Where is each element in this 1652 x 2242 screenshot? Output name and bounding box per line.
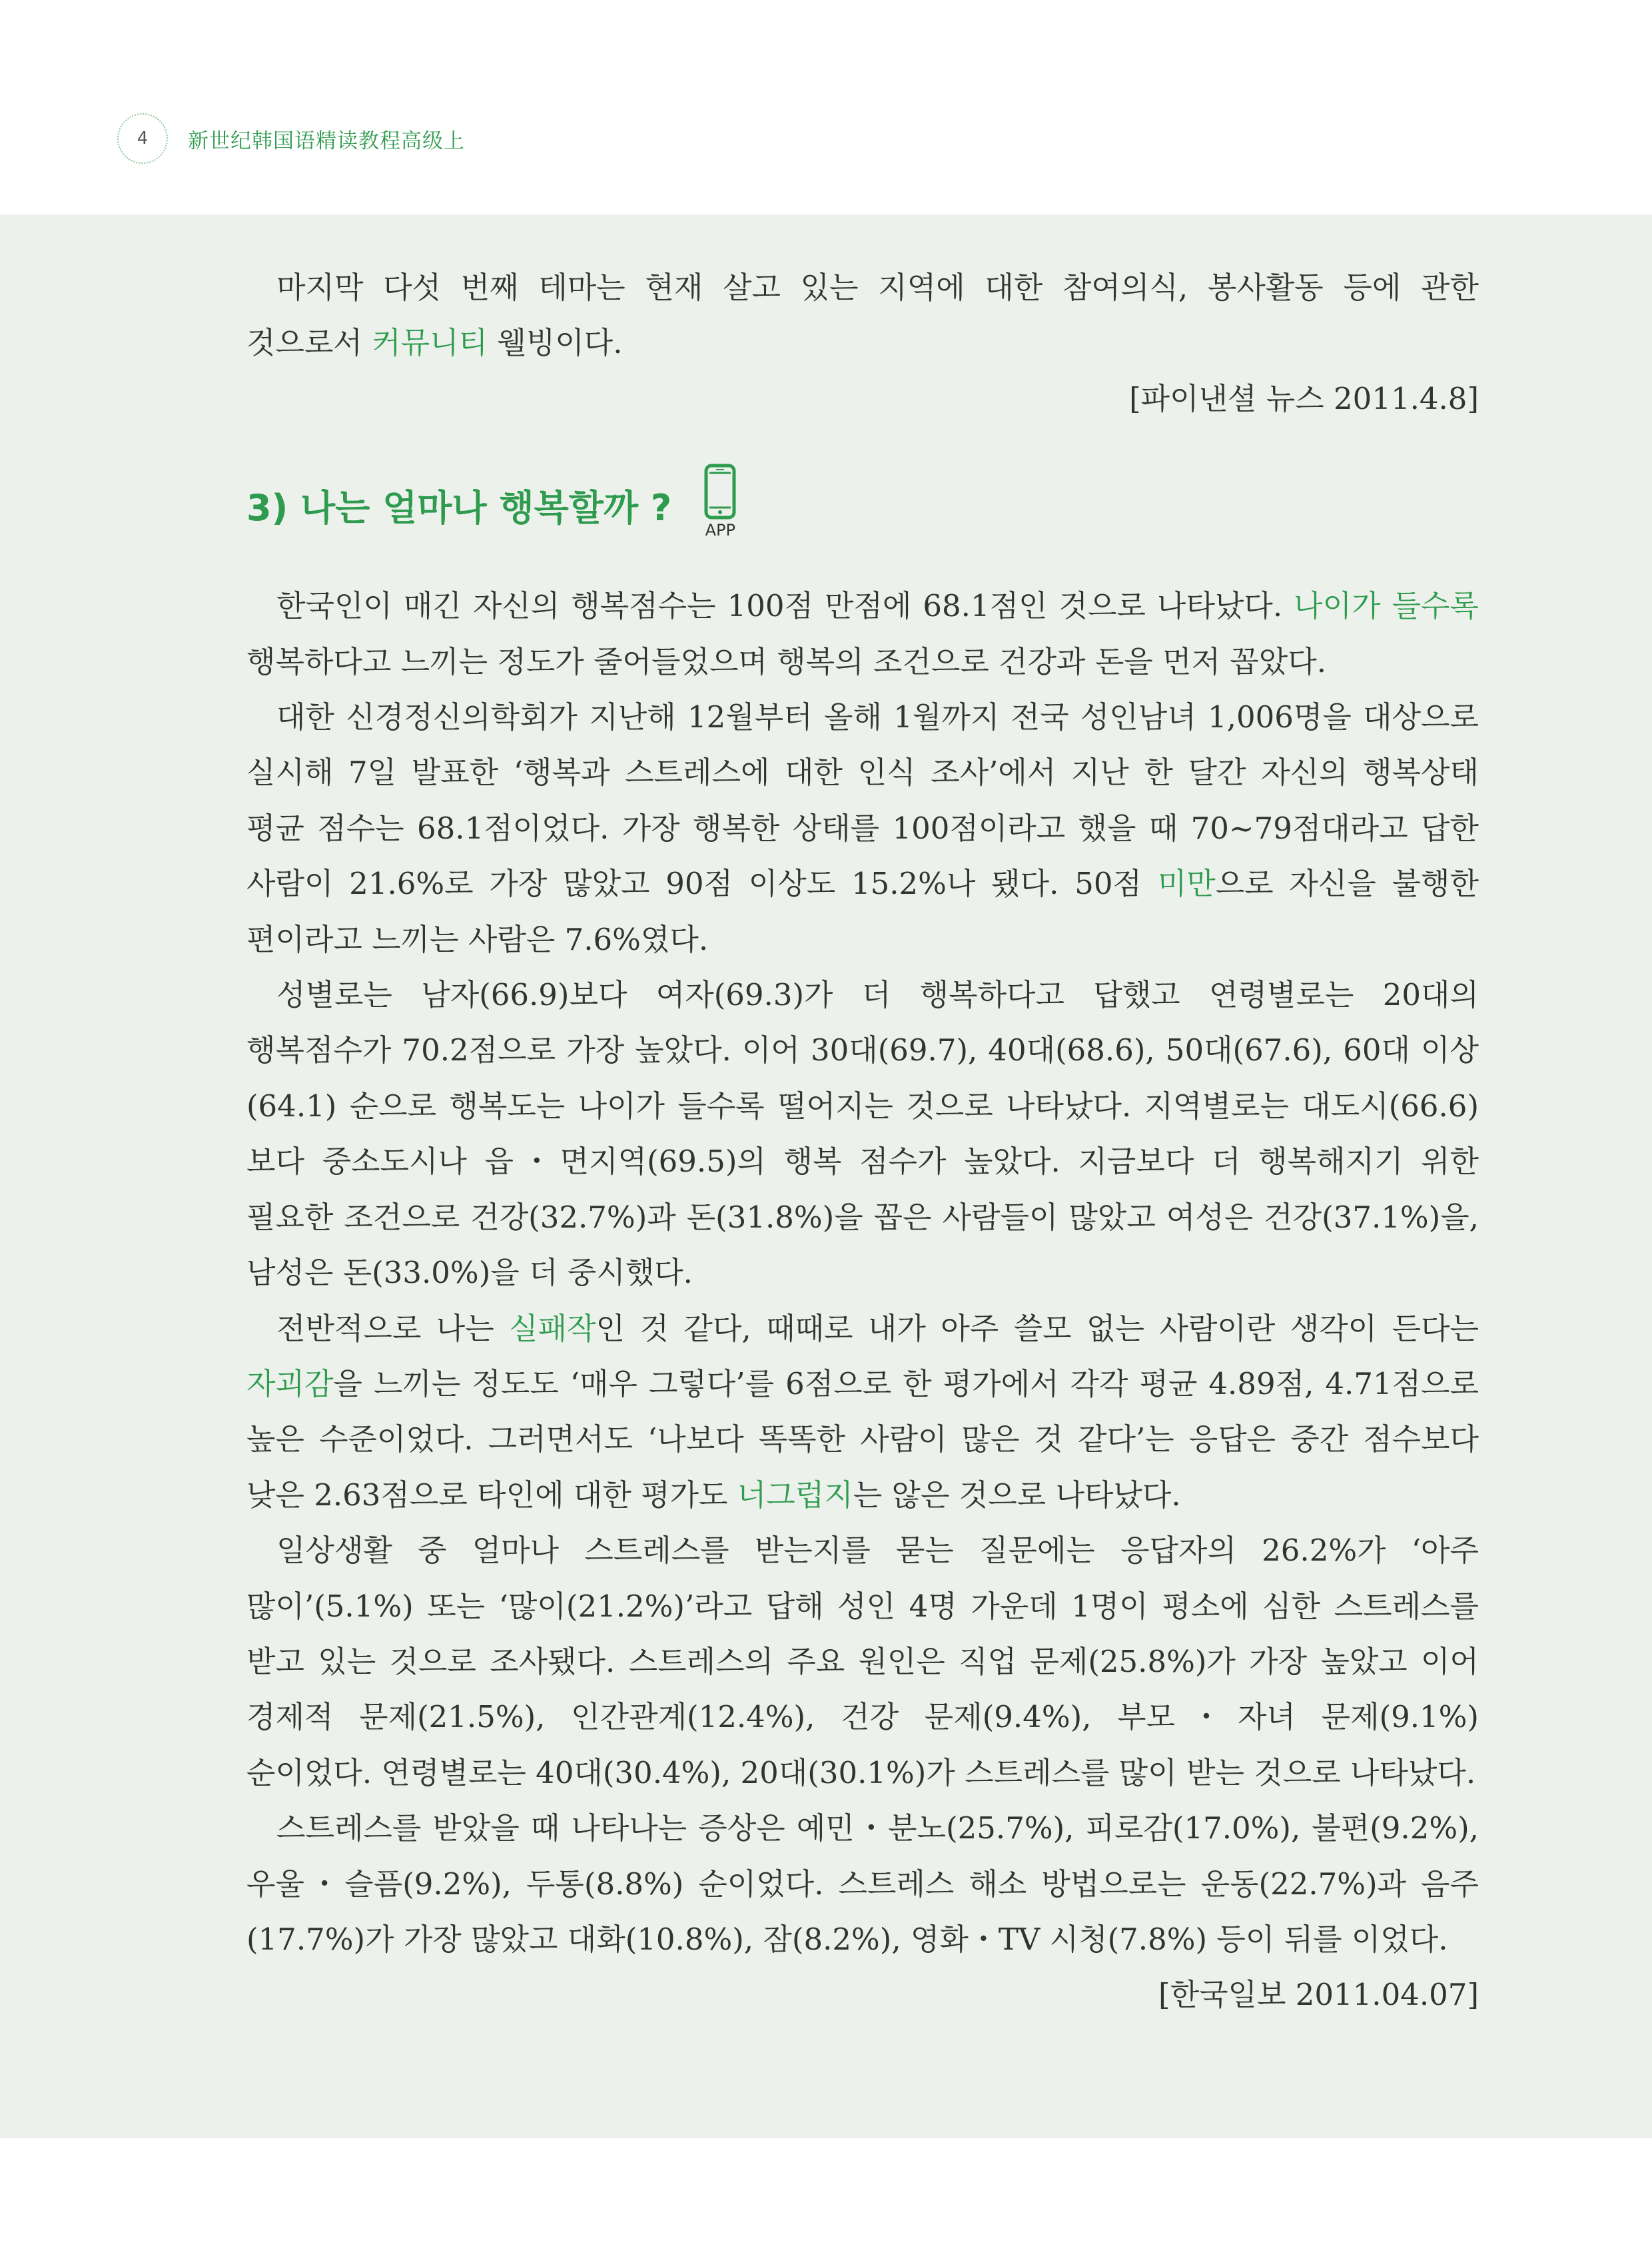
page-number: 4 (117, 113, 168, 164)
text-span: 웰빙이다. (488, 325, 623, 361)
text-span: 인 것 같다, 때때로 내가 아주 쓸모 없는 사람이란 생각이 든다는 (596, 1310, 1479, 1346)
text-span: 대한 신경정신의학회가 지난해 12월부터 올해 1월까지 전국 성인남녀 1,006명을 대상으로 실시해 7일 발표한 ‘행복과 스트레스에 대한 인식 조사’에서 지난 한 달간 자신의 행복상태 평균 점수는 68.1점이었다. 가장 행복한 상태를 100점이라고 했을 때 70~79점대라고 답한 사람이 21.6%로 가장 많았고 90점 이상도 15.2%나 됐다. 50점 (246, 699, 1479, 902)
article-paragraph-2 (246, 689, 1479, 967)
page-header (0, 0, 1652, 214)
text-span: 으로 자신을 불행한 편이라고 느끼는 사람은 7.6%였다. (246, 866, 1479, 957)
text-span: 행복하다고 느끼는 정도가 줄어들었으며 행복의 조건으로 건강과 돈을 먼저 꼽았다. (246, 643, 1327, 679)
article-paragraph-4 (246, 1301, 1479, 1523)
intro-paragraph (246, 260, 1479, 371)
text-span: 마지막 다섯 번째 테마는 현재 살고 있는 지역에 대한 참여의식, 봉사활동 등에 관한 것으로서 (246, 270, 1479, 361)
source-citation: [한국일보 2011.04.07] (1158, 1977, 1479, 2013)
source-citation: [파이낸셜 뉴스 2011.4.8] (1129, 380, 1479, 416)
app-badge[interactable] (697, 464, 743, 540)
article-paragraph-6: 스트레스를 받았을 때 나타나는 증상은 예민・분노(25.7%), 피로감(17.0%), 불편(9.2%), 우울・슬픔(9.2%), 두통(8.8%) 순이었다. 스트레스 해소 방법으로는 운동(22.7%)과 음주(17.7%)가 가장 많았고 대화(10.8%), 잠(8.2%), 영화・TV 시청(7.8%) 등이 뒤를 이었다. (246, 1810, 1479, 1957)
article-paragraph-5: 일상생활 중 얼마나 스트레스를 받는지를 묻는 질문에는 응답자의 26.2%가 ‘아주 많이’(5.1%) 또는 ‘많이(21.2%)’라고 답해 성인 4명 가운데 1명이 평소에 심한 스트레스를 받고 있는 것으로 조사됐다. 스트레스의 주요 원인은 직업 문제(25.8%)가 가장 높았고 이어 경제적 문제(21.5%), 인간관계(12.4%), 건강 문제(9.4%), 부모・자녀 문제(9.1%) 순이었다. 연령별로는 40대(30.4%), 20대(30.1%)가 스트레스를 많이 받는 것으로 나타났다. (246, 1533, 1479, 1790)
app-label: APP (705, 521, 735, 540)
vocab-highlight: 실패작 (509, 1310, 596, 1346)
vocab-highlight: 커뮤니티 (372, 325, 488, 361)
article-paragraph-3: 성별로는 남자(66.9)보다 여자(69.3)가 더 행복하다고 답했고 연령별로는 20대의 행복점수가 70.2점으로 가장 높았다. 이어 30대(69.7), 40대(68.6), 50대(67.6), 60대 이상(64.1) 순으로 행복도는 나이가 들수록 떨어지는 것으로 나타났다. 지역별로는 대도시(66.6)보다 중소도시나 읍・면지역(69.5)의 행복 점수가 높았다. 지금보다 더 행복해지기 위한 필요한 조건으로 건강(32.7%)과 돈(31.8%)을 꼽은 사람들이 많았고 여성은 건강(37.1%)을, 남성은 돈(33.0%)을 더 중시했다. (246, 977, 1479, 1291)
text-span: 을 느끼는 정도도 ‘매우 그렇다’를 6점으로 한 평가에서 각각 평균 4.89점, 4.71점으로 높은 수준이었다. 그러면서도 ‘나보다 똑똑한 사람이 많은 것 같다’는 응답은 중간 점수보다 낮은 2.63점으로 타인에 대한 평가도 (246, 1365, 1479, 1513)
text-span: 전반적으로 나는 (276, 1310, 510, 1346)
text-span: 한국인이 매긴 자신의 행복점수는 100점 만점에 68.1점인 것으로 나타났다. (276, 588, 1294, 624)
main-text (246, 260, 1479, 2023)
article-paragraph-1 (246, 578, 1479, 689)
vocab-highlight: 미만 (1157, 866, 1216, 902)
vocab-highlight: 나이가 들수록 (1294, 588, 1479, 624)
vocab-highlight: 자괴감 (246, 1365, 334, 1401)
text-span: 는 않은 것으로 나타났다. (853, 1477, 1181, 1513)
vocab-highlight: 너그럽지 (737, 1477, 853, 1513)
book-title: 新世纪韩国语精读教程高级上 (188, 129, 465, 153)
section-heading-row (246, 426, 1479, 540)
smartphone-icon (704, 464, 736, 520)
section-heading: 3) 나는 얼마나 행복할까 ? (246, 487, 672, 530)
